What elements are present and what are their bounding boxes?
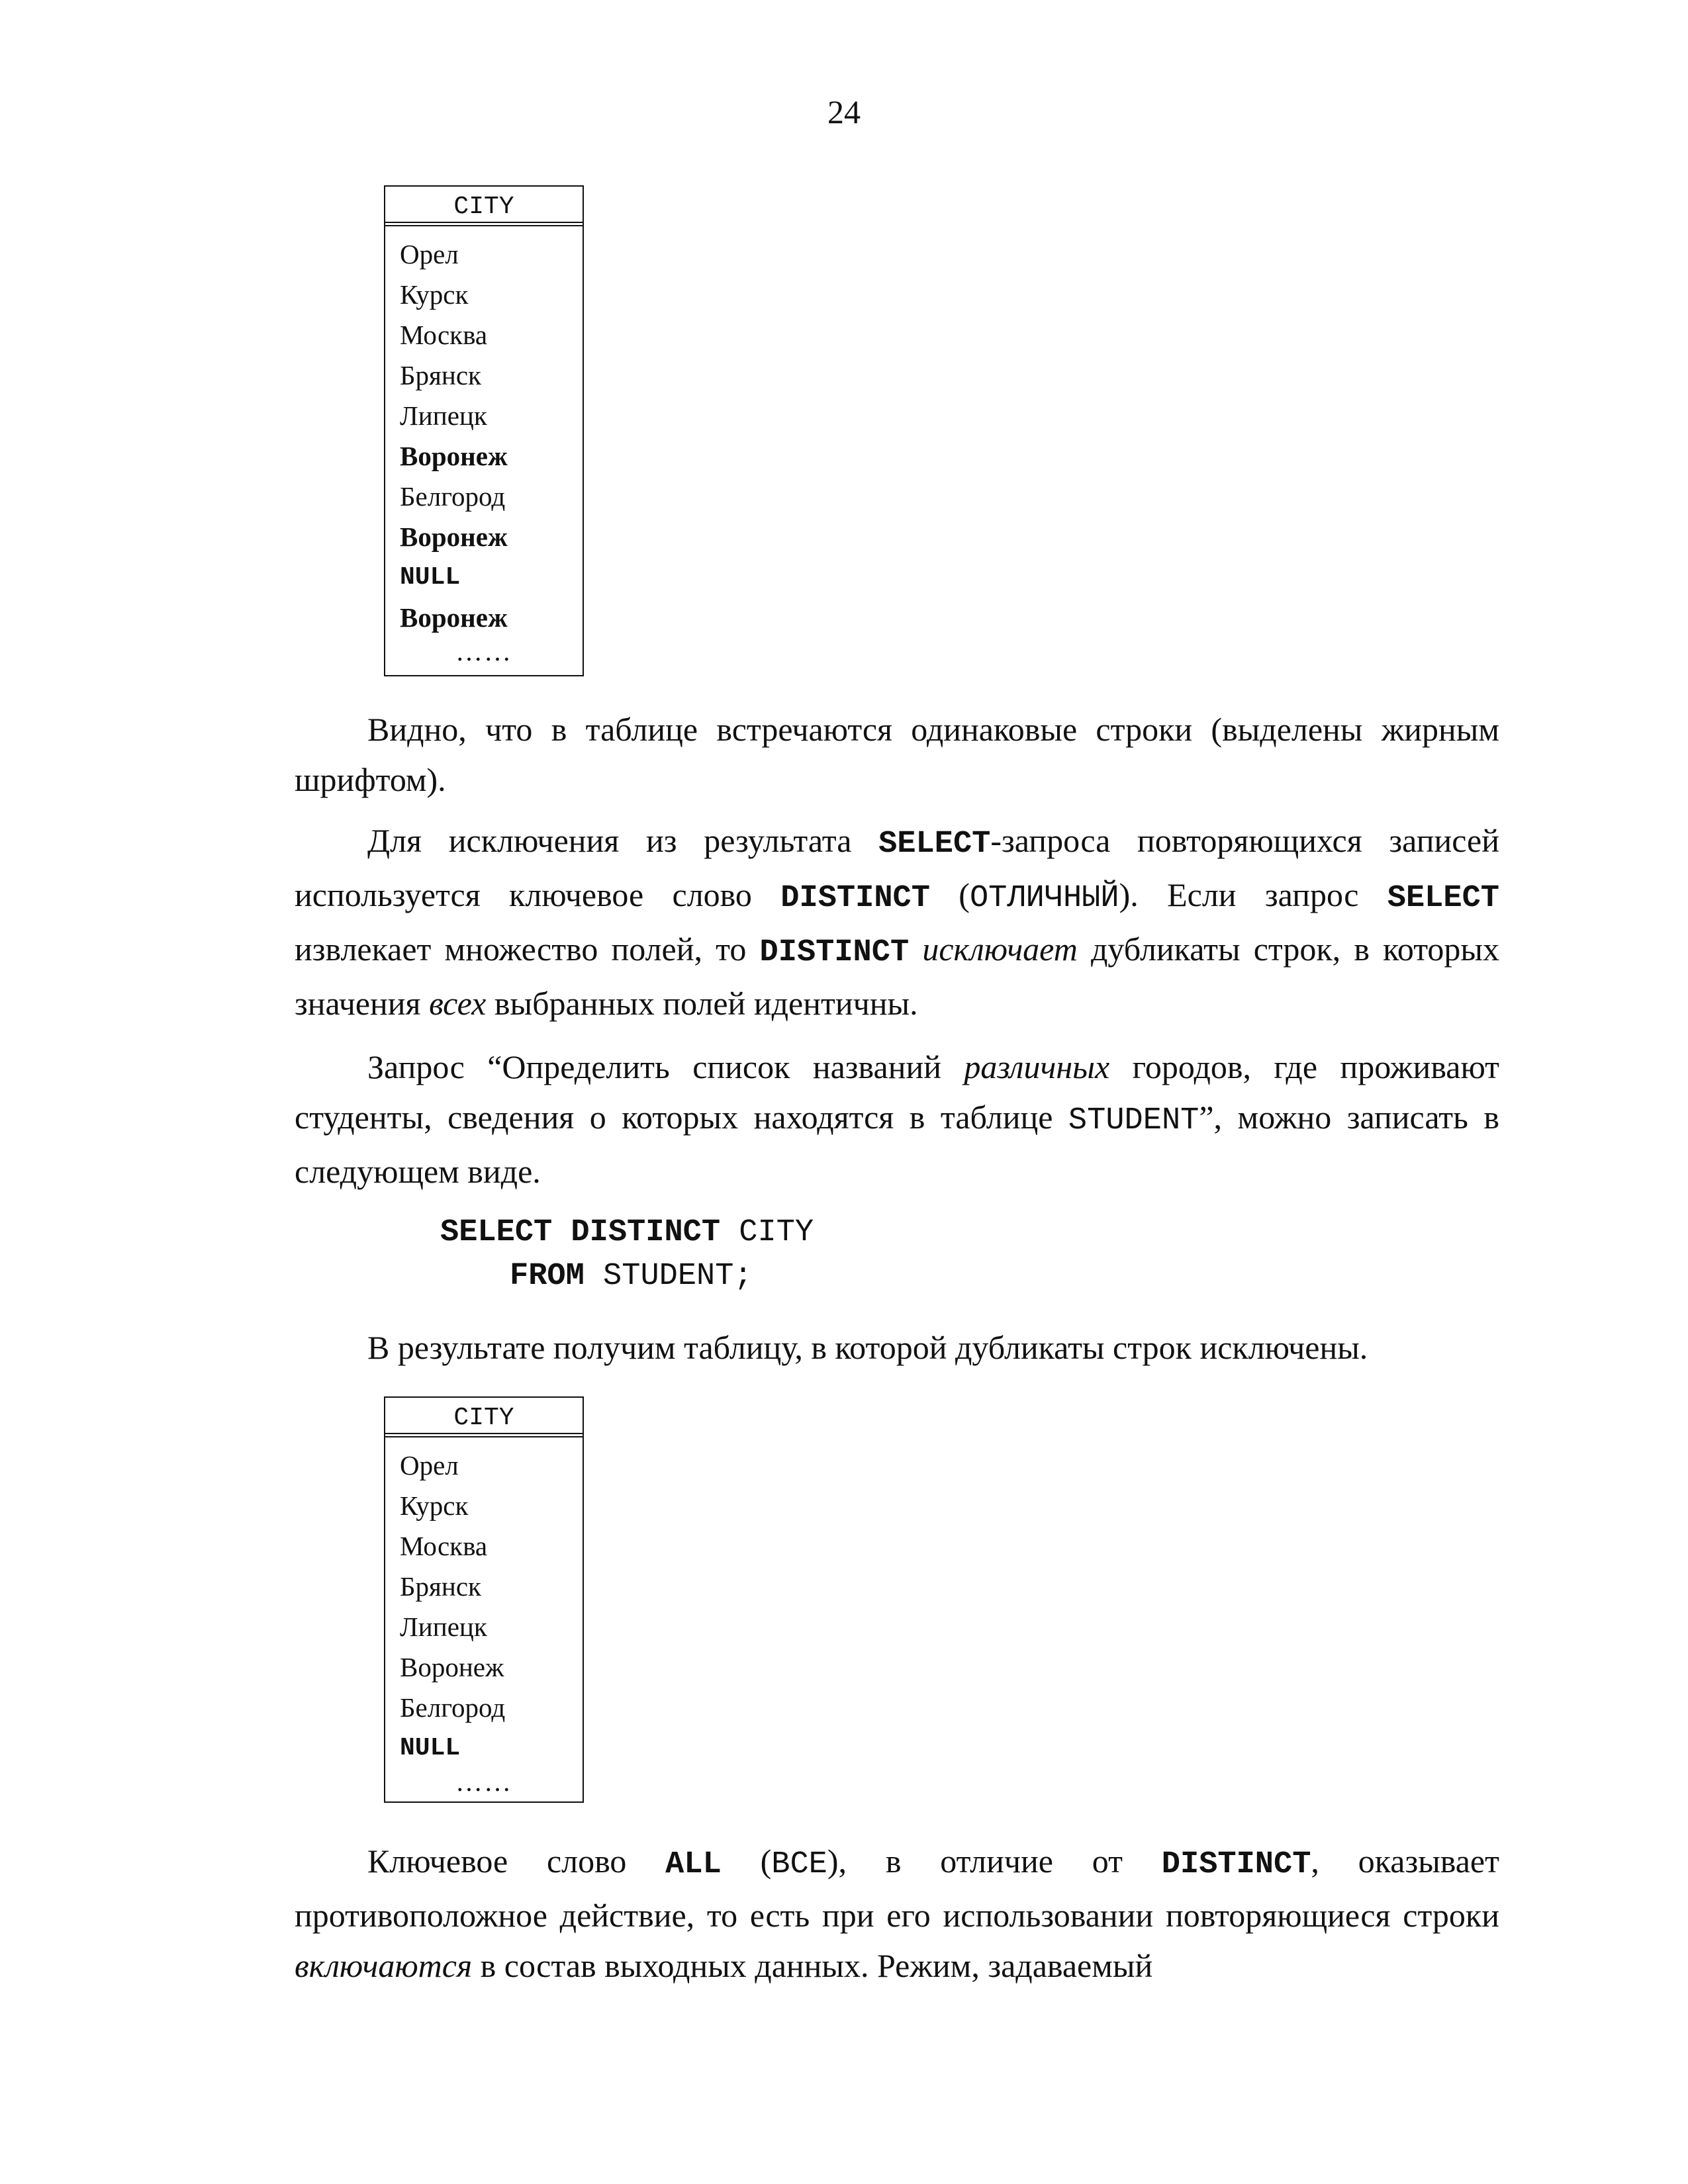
table-ellipsis: …… [455,1766,512,1797]
table-row: Москва [400,1531,488,1561]
sql-column: CITY [720,1215,814,1250]
paragraph-distinct-explanation: Для исключения из результата SELECT-запроса повторяющихся записей используется ключевое слово DISTINCT (ОТЛИЧНЫЙ). Если запрос SELECT извлекает множество полей, то DISTINCT исключает дубликаты строк, в которых значения всех выбранных полей идентичны. [295,822,1499,1022]
keyword-distinct: DISTINCT [759,935,910,970]
table-row: Брянск [400,1571,481,1602]
city-table-with-duplicates [384,185,584,676]
keyword-distinct: DISTINCT [780,881,930,916]
emphasis-different: различных [964,1048,1110,1085]
table-row-duplicate: Воронеж [400,441,508,471]
sql-table: STUDENT; [584,1259,753,1294]
table-row: Орел [400,239,459,269]
table-header: CITY [385,187,583,226]
keyword-distinct: DISTINCT [1161,1847,1311,1882]
emphasis-included: включаются [295,1947,473,1984]
sql-keyword: SELECT DISTINCT [440,1215,721,1250]
sql-line-select [440,1211,814,1255]
table-row: Липецк [400,1612,487,1642]
city-table-distinct [384,1396,584,1803]
paragraph-all-keyword: Ключевое слово ALL (ВСЕ), в отличие от DISTINCT, оказывает противоположное действие, то есть при его использовании повторяющиеся строки включаются в состав выходных данных. Режим, задаваемый [295,1843,1499,1984]
table-row-null: NULL [400,1734,461,1762]
table-row: Брянск [400,360,481,390]
table-row: Белгород [400,481,506,512]
translation-otlichny: ОТЛИЧНЫЙ [969,881,1119,916]
emphasis-excludes: исключает [922,931,1078,968]
table-row-null: NULL [400,563,461,592]
keyword-select: SELECT [1387,881,1499,916]
sql-line-from [510,1255,753,1298]
keyword-all: ALL [665,1847,722,1882]
emphasis-all: всех [429,985,487,1022]
translation-vse: ВСЕ [771,1847,827,1882]
paragraph-result-note: В результате получим таблицу, в которой дубликаты строк исключены. [367,1329,1368,1366]
table-row: Липецк [400,400,487,431]
table-row: Воронеж [400,1652,504,1682]
sql-keyword: FROM [510,1259,585,1294]
page-number: 24 [827,93,861,130]
table-row: Курск [400,1490,469,1521]
table-ellipsis: …… [455,636,512,666]
table-row-duplicate: Воронеж [400,602,508,633]
table-row-duplicate: Воронеж [400,522,508,552]
keyword-select: SELECT [878,827,991,862]
table-row: Курск [400,279,469,310]
table-row: Орел [400,1450,459,1480]
table-header: CITY [385,1398,583,1437]
paragraph-duplicates-note: Видно, что в таблице встречаются одинаковые строки (выделены жирным шрифтом). [295,711,1499,798]
table-row: Белгород [400,1692,506,1723]
table-row: Москва [400,320,488,350]
paragraph-query-description: Запрос “Определить список названий различных городов, где проживают студенты, сведения о которых находятся в таблице STUDENT”, можно записать в следующем виде. [295,1048,1500,1190]
table-name-student: STUDENT [1068,1103,1199,1138]
